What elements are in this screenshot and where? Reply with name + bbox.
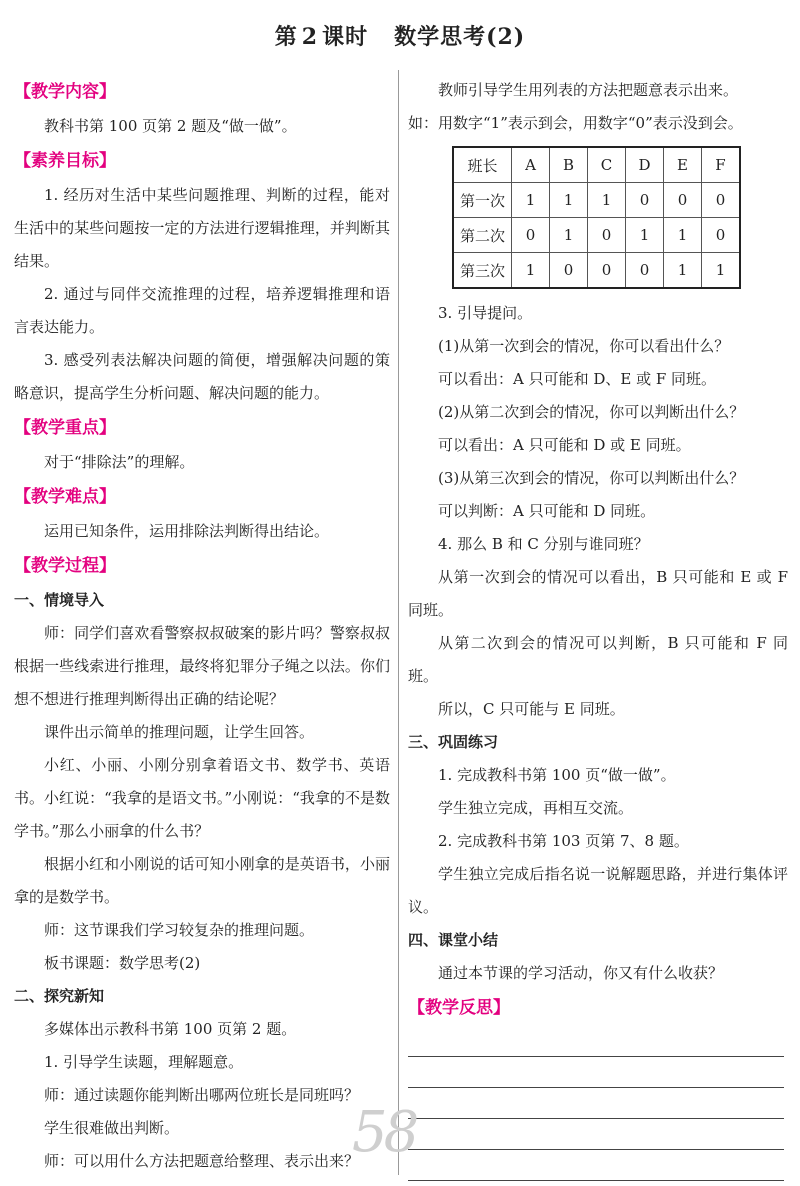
table-header-cell: C (588, 147, 626, 183)
table-cell: 1 (550, 183, 588, 218)
section-heading: 【教学内容】 (14, 82, 116, 102)
table-header-cell: 班长 (453, 147, 512, 183)
section-heading: 【素养目标】 (14, 151, 116, 171)
table-cell: 0 (702, 218, 741, 253)
writing-line (408, 1087, 784, 1088)
table-cell: 1 (588, 183, 626, 218)
paragraph: 所以，C 只可能与 E 同班。 (438, 700, 625, 718)
table-cell: 0 (588, 253, 626, 289)
table-cell: 0 (512, 218, 550, 253)
table-cell: 第一次 (453, 183, 512, 218)
table-header-cell: D (626, 147, 664, 183)
attendance-table (452, 146, 741, 289)
paragraph: 多媒体出示教科书第 100 页第 2 题。 (44, 1020, 297, 1038)
table-cell: 0 (664, 183, 702, 218)
table-cell: 1 (512, 253, 550, 289)
title-subject: 数学思考(2) (394, 24, 526, 50)
paragraph: 教师引导学生用列表的方法把题意表示出来。 (438, 81, 739, 99)
page-title (0, 20, 800, 51)
writing-line (408, 1149, 784, 1150)
section-heading: 【教学过程】 (14, 556, 116, 576)
writing-line (408, 1180, 784, 1181)
table-row (453, 218, 740, 253)
section-heading: 【教学反思】 (408, 998, 510, 1018)
reflection-lines (408, 1056, 788, 1181)
paragraph: 3. 引导提问。 (438, 304, 533, 322)
paragraph: (2)从第二次到会的情况，你可以判断出什么？ (438, 403, 745, 421)
left-column (14, 74, 390, 1178)
paragraph: 教科书第 100 页第 2 题及“做一做”。 (44, 117, 297, 135)
paragraph: 学生独立完成后指名说一说解题思路，并进行集体评议。 (408, 865, 788, 916)
page-number: 58 (352, 1100, 416, 1165)
table-header-cell: E (664, 147, 702, 183)
table-cell: 1 (702, 253, 741, 289)
paragraph: 课件出示简单的推理问题，让学生回答。 (44, 723, 315, 741)
title-part: 课时 (322, 24, 369, 50)
writing-line (408, 1056, 784, 1057)
title-number: 2 (301, 24, 319, 50)
paragraph: 从第二次到会的情况可以判断，B 只可能和 F 同班。 (408, 634, 788, 685)
table-header-cell: F (702, 147, 741, 183)
paragraph: 1. 经历对生活中某些问题推理、判断的过程，能对生活中的某些问题按一定的方法进行逻辑推理，并判断其结果。 (14, 186, 390, 270)
paragraph: 运用已知条件，运用排除法判断得出结论。 (44, 522, 330, 540)
paragraph: 2. 通过与同伴交流推理的过程，培养逻辑推理和语言表达能力。 (14, 285, 390, 336)
paragraph: (1)从第一次到会的情况，你可以看出什么？ (438, 337, 730, 355)
table-cell: 0 (626, 183, 664, 218)
paragraph: 4. 那么 B 和 C 分别与谁同班？ (438, 535, 649, 553)
paragraph: 2. 完成教科书第 103 页第 7、8 题。 (438, 832, 689, 850)
table-cell: 0 (702, 183, 741, 218)
table-cell: 0 (550, 253, 588, 289)
table-row (453, 253, 740, 289)
paragraph: (3)从第三次到会的情况，你可以判断出什么？ (438, 469, 745, 487)
paragraph: 学生很难做出判断。 (44, 1119, 180, 1137)
paragraph: 从第一次到会的情况可以看出，B 只可能和 E 或 F 同班。 (408, 568, 788, 619)
paragraph: 根据小红和小刚说的话可知小刚拿的是英语书，小丽拿的是数学书。 (14, 855, 390, 906)
title-part: 第 (274, 24, 298, 50)
paragraph: 师：通过读题你能判断出哪两位班长是同班吗？ (44, 1086, 360, 1104)
paragraph: 可以看出：A 只可能和 D 或 E 同班。 (438, 436, 691, 454)
right-body (408, 297, 788, 1026)
subsection-heading: 二、探究新知 (14, 987, 105, 1005)
table-cell: 1 (550, 218, 588, 253)
table-header-cell: B (550, 147, 588, 183)
right-intro (408, 74, 788, 140)
subsection-heading: 四、课堂小结 (408, 931, 499, 949)
paragraph: 师：这节课我们学习较复杂的推理问题。 (44, 921, 315, 939)
paragraph: 师：同学们喜欢看警察叔叔破案的影片吗？警察叔叔根据一些线索进行推理，最终将犯罪分子绳之以法。你们想不想进行推理判断得出正确的结论呢？ (14, 624, 390, 708)
table-cell: 1 (664, 218, 702, 253)
right-column (408, 74, 788, 1181)
paragraph: 通过本节课的学习活动，你又有什么收获？ (438, 964, 724, 982)
paragraph: 如：用数字“1”表示到会，用数字“0”表示没到会。 (408, 114, 743, 132)
table-row (453, 183, 740, 218)
subsection-heading: 一、情境导入 (14, 591, 105, 609)
paragraph: 3. 感受列表法解决问题的简便，增强解决问题的策略意识，提高学生分析问题、解决问题的能力。 (14, 351, 390, 402)
column-divider (398, 70, 399, 1175)
section-heading: 【教学重点】 (14, 418, 116, 438)
paragraph: 1. 引导学生读题，理解题意。 (44, 1053, 244, 1071)
paragraph: 可以看出：A 只可能和 D、E 或 F 同班。 (438, 370, 717, 388)
table-cell: 1 (626, 218, 664, 253)
section-heading: 【教学难点】 (14, 487, 116, 507)
paragraph: 可以判断：A 只可能和 D 同班。 (438, 502, 656, 520)
paragraph: 板书课题：数学思考(2) (44, 954, 201, 972)
table-cell: 第二次 (453, 218, 512, 253)
table-cell: 第三次 (453, 253, 512, 289)
table-cell: 0 (626, 253, 664, 289)
paragraph: 师：可以用什么方法把题意给整理、表示出来？ (44, 1152, 360, 1170)
table-cell: 1 (512, 183, 550, 218)
table-header-row (453, 147, 740, 183)
table-cell: 0 (588, 218, 626, 253)
writing-line (408, 1118, 784, 1119)
paragraph: 学生独立完成，再相互交流。 (438, 799, 634, 817)
paragraph: 1. 完成教科书第 100 页“做一做”。 (438, 766, 676, 784)
paragraph: 对于“排除法”的理解。 (44, 453, 195, 471)
subsection-heading: 三、巩固练习 (408, 733, 499, 751)
table-header-cell: A (512, 147, 550, 183)
table-cell: 1 (664, 253, 702, 289)
paragraph: 小红、小丽、小刚分别拿着语文书、数学书、英语书。小红说：“我拿的是语文书。”小刚说：“我拿的不是数学书。”那么小丽拿的什么书？ (14, 756, 390, 840)
